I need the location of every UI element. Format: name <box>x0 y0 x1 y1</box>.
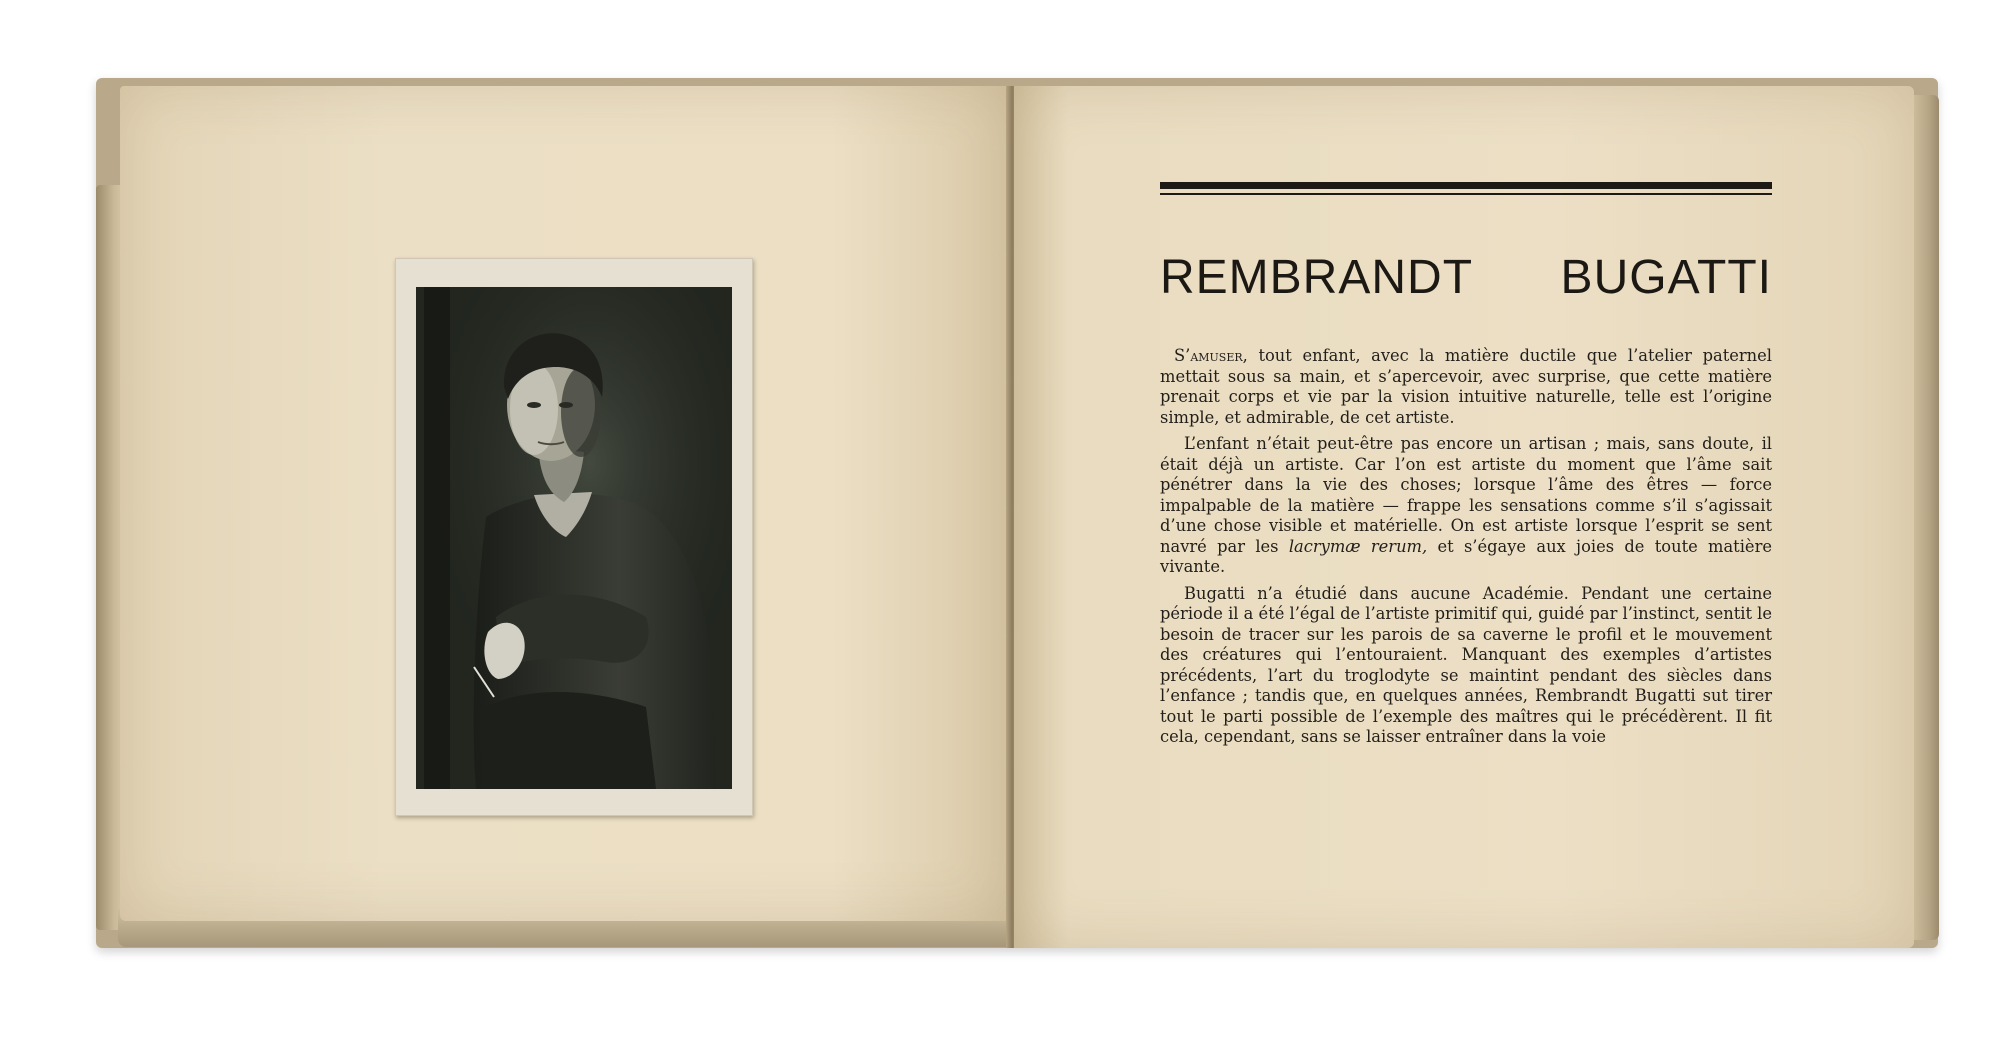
portrait-photo <box>416 287 732 789</box>
tipped-in-photograph <box>395 258 753 816</box>
paragraph-2 <box>1160 434 1772 578</box>
title-word-bugatti: BUGATTI <box>1560 251 1772 304</box>
paragraph-3 <box>1160 584 1772 748</box>
title-word-rembrandt: REMBRANDT <box>1160 251 1474 304</box>
title-rule-thick <box>1160 182 1772 189</box>
paragraph-1 <box>1160 346 1772 428</box>
portrait-figure <box>416 287 732 789</box>
paragraph-1-text: tout enfant, avec la matière ductile que l’atelier paternel mettait sous sa main, et s’apercevoir, avec surprise, que cette matière prenait corps et vie par la vision intuitive naturelle, telle est l’origine simple, et admirable, de cet artiste. <box>1160 346 1772 427</box>
body-text <box>1160 346 1772 754</box>
paragraph-2-after: et s’égaye aux joies de toute matière vivante. <box>1160 536 1772 576</box>
paragraph-3-text: Bugatti n’a étudié dans aucune Académie. Pendant une certaine période il a été l’égal de l’artiste primitif qui, guidé par l’instinct, sentit le besoin de tracer sur les parois de sa caverne le profil et le mouvement des créatures qui l’entouraient. Manquant des exemples d’artistes précédents, l’art du troglodyte se maintint pendant des siècles dans l’enfance ; tandis que, en quelques années, Rembrandt Bugatti sut tirer tout le parti possible de l’exemple des maîtres qui le précédèrent. Il fit cela, cependant, sans se laisser entraîner dans la voie <box>1160 583 1773 746</box>
paragraph-2-before: L’enfant n’était peut-être pas encore un artisan ; mais, sans doute, il était déjà un artiste. Car l’on est artiste du moment que l’âme sait pénétrer dans la vie des choses; lorsque l’âme des êtres — force impalpable de la matière — frappe les sensations comme s’il s’agissait d’une chose visible et matérielle. On est artiste lorsque l’esprit se sent navré par les <box>1160 434 1772 556</box>
paragraph-2-latin-phrase: lacrymæ rerum, <box>1288 536 1428 556</box>
paragraph-1-lead: S’amuser, <box>1174 346 1248 365</box>
title-rule-thin <box>1160 193 1772 195</box>
page-title <box>1160 250 1772 305</box>
